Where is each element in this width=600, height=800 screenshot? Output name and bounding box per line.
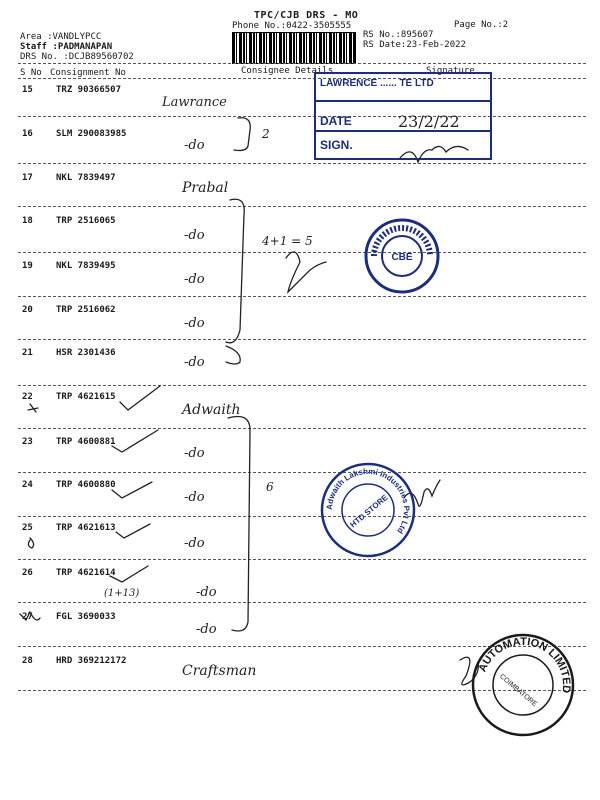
row-consignment: FGL 3690033 xyxy=(56,612,116,622)
margin-mark xyxy=(28,538,33,548)
row-sno: 17 xyxy=(22,173,33,183)
row-consignment: SLM 290083985 xyxy=(56,129,127,139)
row-consignment: TRP 4600881 xyxy=(56,437,116,447)
cbe-stamp-center: CBE xyxy=(391,252,413,263)
handwritten-name: Craftsman xyxy=(182,663,257,679)
column-signature: Signature xyxy=(426,66,475,76)
adwaith-round-stamp xyxy=(318,460,418,560)
tick-mark xyxy=(112,430,158,452)
row-sno: 19 xyxy=(22,261,33,271)
rs-number: RS No.:895607 xyxy=(363,30,434,40)
cbe-round-stamp xyxy=(362,216,442,296)
handwritten-count: 6 xyxy=(266,480,274,494)
signature xyxy=(286,252,326,292)
handwritten-ditto: -do xyxy=(196,622,217,637)
row-consignment: HSR 2301436 xyxy=(56,348,116,358)
row-consignment: TRP 4621615 xyxy=(56,392,116,402)
stamp-sign-label: SIGN. xyxy=(320,138,353,152)
handwritten-count: (1+13) xyxy=(104,588,140,599)
row-sno: 27 xyxy=(22,612,33,622)
svg-text:Adwaith Lakshmi Industries Pvt xyxy=(325,467,411,535)
column-consignment: Consignment No xyxy=(50,68,126,78)
row-consignment: TRP 2516062 xyxy=(56,305,116,315)
row-sno: 18 xyxy=(22,216,33,226)
row-sno: 22 xyxy=(22,392,33,402)
handwritten-ditto: -do xyxy=(184,355,205,370)
row-consignment: NKL 7839495 xyxy=(56,261,116,271)
handwritten-count: 4+1 = 5 xyxy=(262,234,313,248)
bracket-mark xyxy=(226,199,244,343)
phone-number: Phone No.:0422-3505555 xyxy=(232,21,352,31)
drs-title: TPC/CJB DRS - MO xyxy=(254,10,359,21)
handwritten-ditto: -do xyxy=(184,536,205,551)
tick-mark xyxy=(110,566,148,582)
column-consignee: Consignee Details xyxy=(241,66,334,76)
automation-stamp-ring-text: AUTOMATION LIMITED xyxy=(476,635,573,694)
row-consignment: TRZ 90366507 xyxy=(56,85,122,95)
row-sno: 24 xyxy=(22,480,33,490)
handwritten-ditto: -do xyxy=(184,446,205,461)
row-sno: 26 xyxy=(22,568,33,578)
row-sno: 25 xyxy=(22,523,33,533)
bracket-mark xyxy=(228,417,250,632)
stamp-date-label: DATE xyxy=(320,114,352,128)
row-consignment: TRP 4621614 xyxy=(56,568,116,578)
tick-mark xyxy=(116,524,150,538)
row-sno: 28 xyxy=(22,656,33,666)
row-consignment: TRP 2516065 xyxy=(56,216,116,226)
rs-date: RS Date:23-Feb-2022 xyxy=(363,40,466,50)
row-sno: 21 xyxy=(22,348,33,358)
automation-stamp-sub: COIMBATORE xyxy=(498,673,539,709)
handwritten-name: Prabal xyxy=(182,180,229,196)
handwritten-ditto: -do xyxy=(184,138,205,153)
handwritten-ditto: -do xyxy=(196,585,217,600)
adwaith-stamp-ring-text: Adwaith Lakshmi Industries Pvt Ltd xyxy=(324,466,412,536)
stamp-divider xyxy=(316,100,490,102)
row-consignment: HRD 369212172 xyxy=(56,656,127,666)
stamp-date-value: 23/2/22 xyxy=(398,112,460,131)
handwritten-count: 2 xyxy=(262,127,270,141)
page-number: Page No.:2 xyxy=(454,20,509,30)
row-sno: 23 xyxy=(22,437,33,447)
row-sno: 15 xyxy=(22,85,33,95)
bracket-mark xyxy=(234,118,250,151)
staff-label: Staff :PADMANAPAN xyxy=(20,42,113,52)
row-consignment: TRP 4600880 xyxy=(56,480,116,490)
handwritten-ditto: -do xyxy=(184,228,205,243)
row-sno: 20 xyxy=(22,305,33,315)
handwritten-ditto: -do xyxy=(184,316,205,331)
handwritten-name: Adwaith xyxy=(182,402,241,418)
row-sno: 16 xyxy=(22,129,33,139)
tick-mark xyxy=(120,386,160,410)
row-consignment: TRP 4621613 xyxy=(56,523,116,533)
automation-round-stamp xyxy=(468,630,578,740)
tick-mark xyxy=(112,482,152,498)
stamp-company-name: LAWRENCE ...... TE LTD xyxy=(320,78,434,89)
svg-text:AUTOMATION LIMITED xyxy=(477,636,573,694)
handwritten-name: Lawrance xyxy=(162,95,227,110)
column-sno: S No xyxy=(20,68,42,78)
handwritten-ditto: -do xyxy=(184,490,205,505)
margin-mark xyxy=(28,404,38,412)
area-label: Area :VANDLYPCC xyxy=(20,32,102,42)
margin-mark xyxy=(20,612,40,620)
drs-number: DRS No. :DCJB89560702 xyxy=(20,52,134,62)
bracket-mark xyxy=(226,346,240,364)
row-consignment: NKL 7839497 xyxy=(56,173,116,183)
handwritten-ditto: -do xyxy=(184,272,205,287)
adwaith-stamp-center: HTD STORE xyxy=(348,492,390,530)
